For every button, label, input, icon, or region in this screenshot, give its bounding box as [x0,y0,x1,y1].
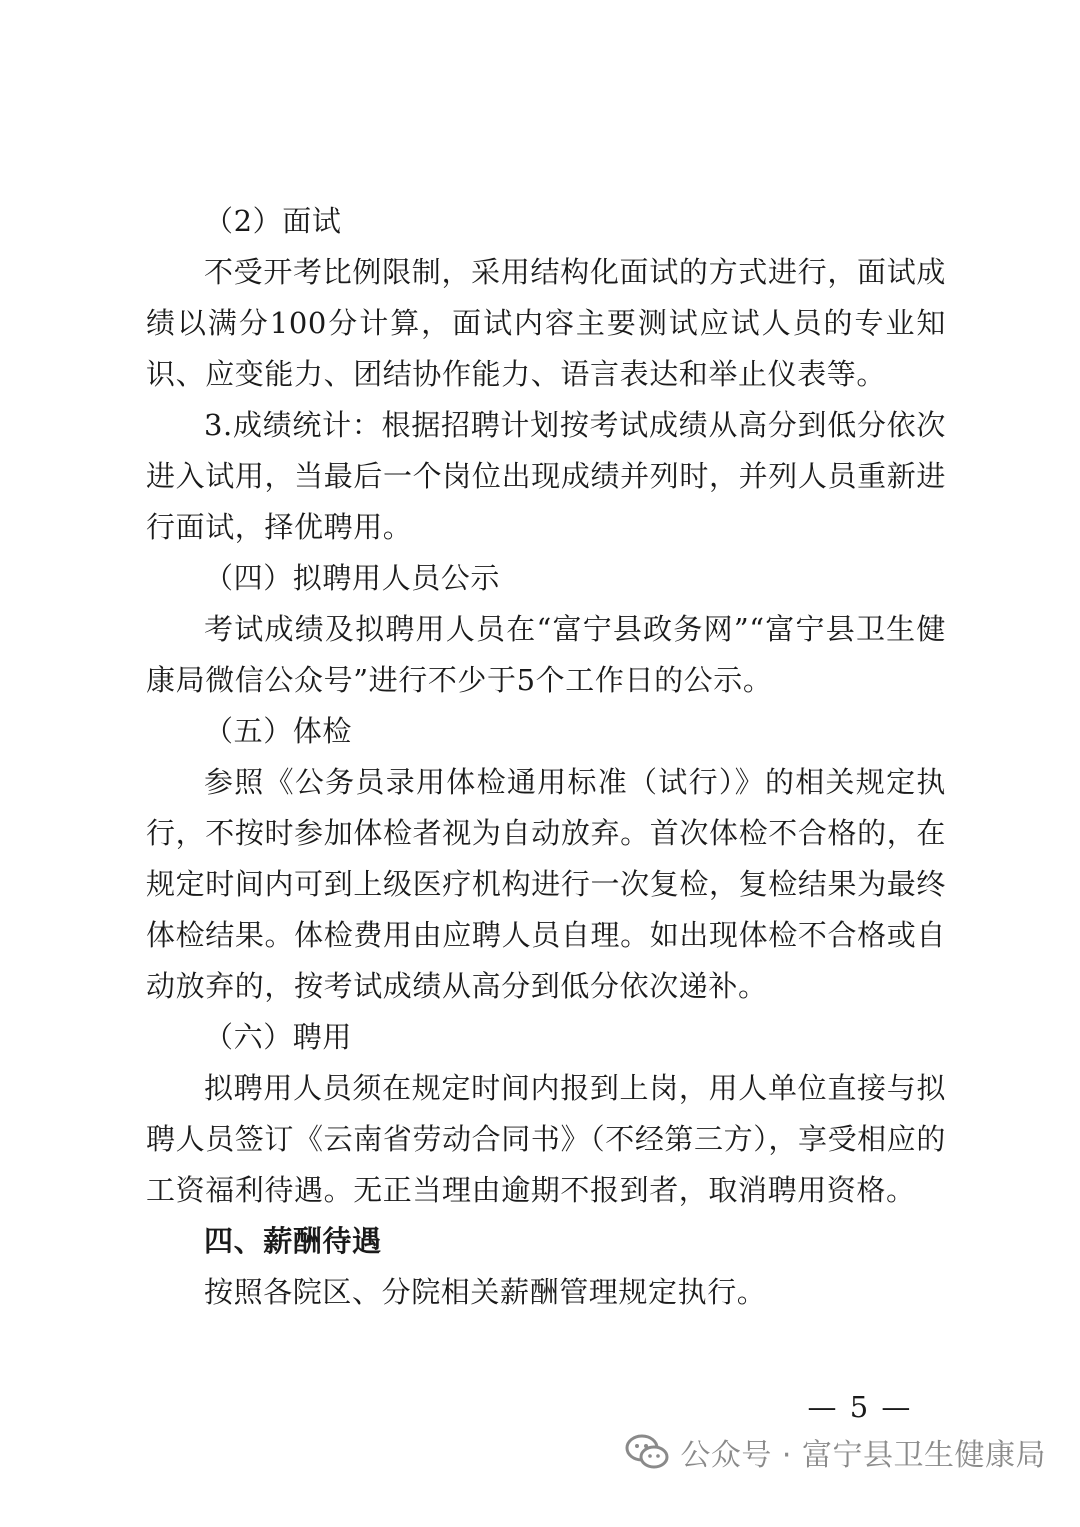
paragraph-score-statistics: 3.成绩统计：根据招聘计划按考试成绩从高分到低分依次进入试用，当最后一个岗位出现成绩并列时，并列人员重新进行面试，择优聘用。 [146,408,946,544]
section-heading-interview: （2）面试 [204,204,342,238]
section-heading-publicity: （四）拟聘用人员公示 [204,561,501,595]
paragraph-publicity: 考试成绩及拟聘用人员在“富宁县政务网”“富宁县卫生健康局微信公众号”进行不少于5个工作日的公示。 [146,612,946,697]
paragraph-interview: 不受开考比例限制，采用结构化面试的方式进行，面试成绩以满分100分计算，面试内容主要测试应试人员的专业知识、应变能力、团结协作能力、语言表达和举止仪表等。 [146,255,946,391]
paragraph-hiring: 拟聘用人员须在规定时间内报到上岗，用人单位直接与拟聘人员签订《云南省劳动合同书》（不经第三方），享受相应的工资福利待遇。无正当理由逾期不报到者，取消聘用资格。 [146,1071,946,1207]
paragraph-salary: 按照各院区、分院相关薪酬管理规定执行。 [204,1275,767,1309]
page-number: — 5 — [807,1390,913,1424]
wechat-watermark [624,1430,1046,1474]
watermark-text: 公众号 · 富宁县卫生健康局 [680,1438,1046,1473]
document-body [146,196,946,1318]
section-heading-physical-exam: （五）体检 [204,714,353,748]
wechat-icon [624,1433,670,1471]
section-heading-salary: 四、薪酬待遇 [204,1224,382,1258]
paragraph-physical-exam: 参照《公务员录用体检通用标准（试行）》的相关规定执行，不按时参加体检者视为自动放弃。首次体检不合格的，在规定时间内可到上级医疗机构进行一次复检，复检结果为最终体检结果。体检费用由应聘人员自理。如出现体检不合格或自动放弃的，按考试成绩从高分到低分依次递补。 [146,765,946,1003]
section-heading-hiring: （六）聘用 [204,1020,353,1054]
